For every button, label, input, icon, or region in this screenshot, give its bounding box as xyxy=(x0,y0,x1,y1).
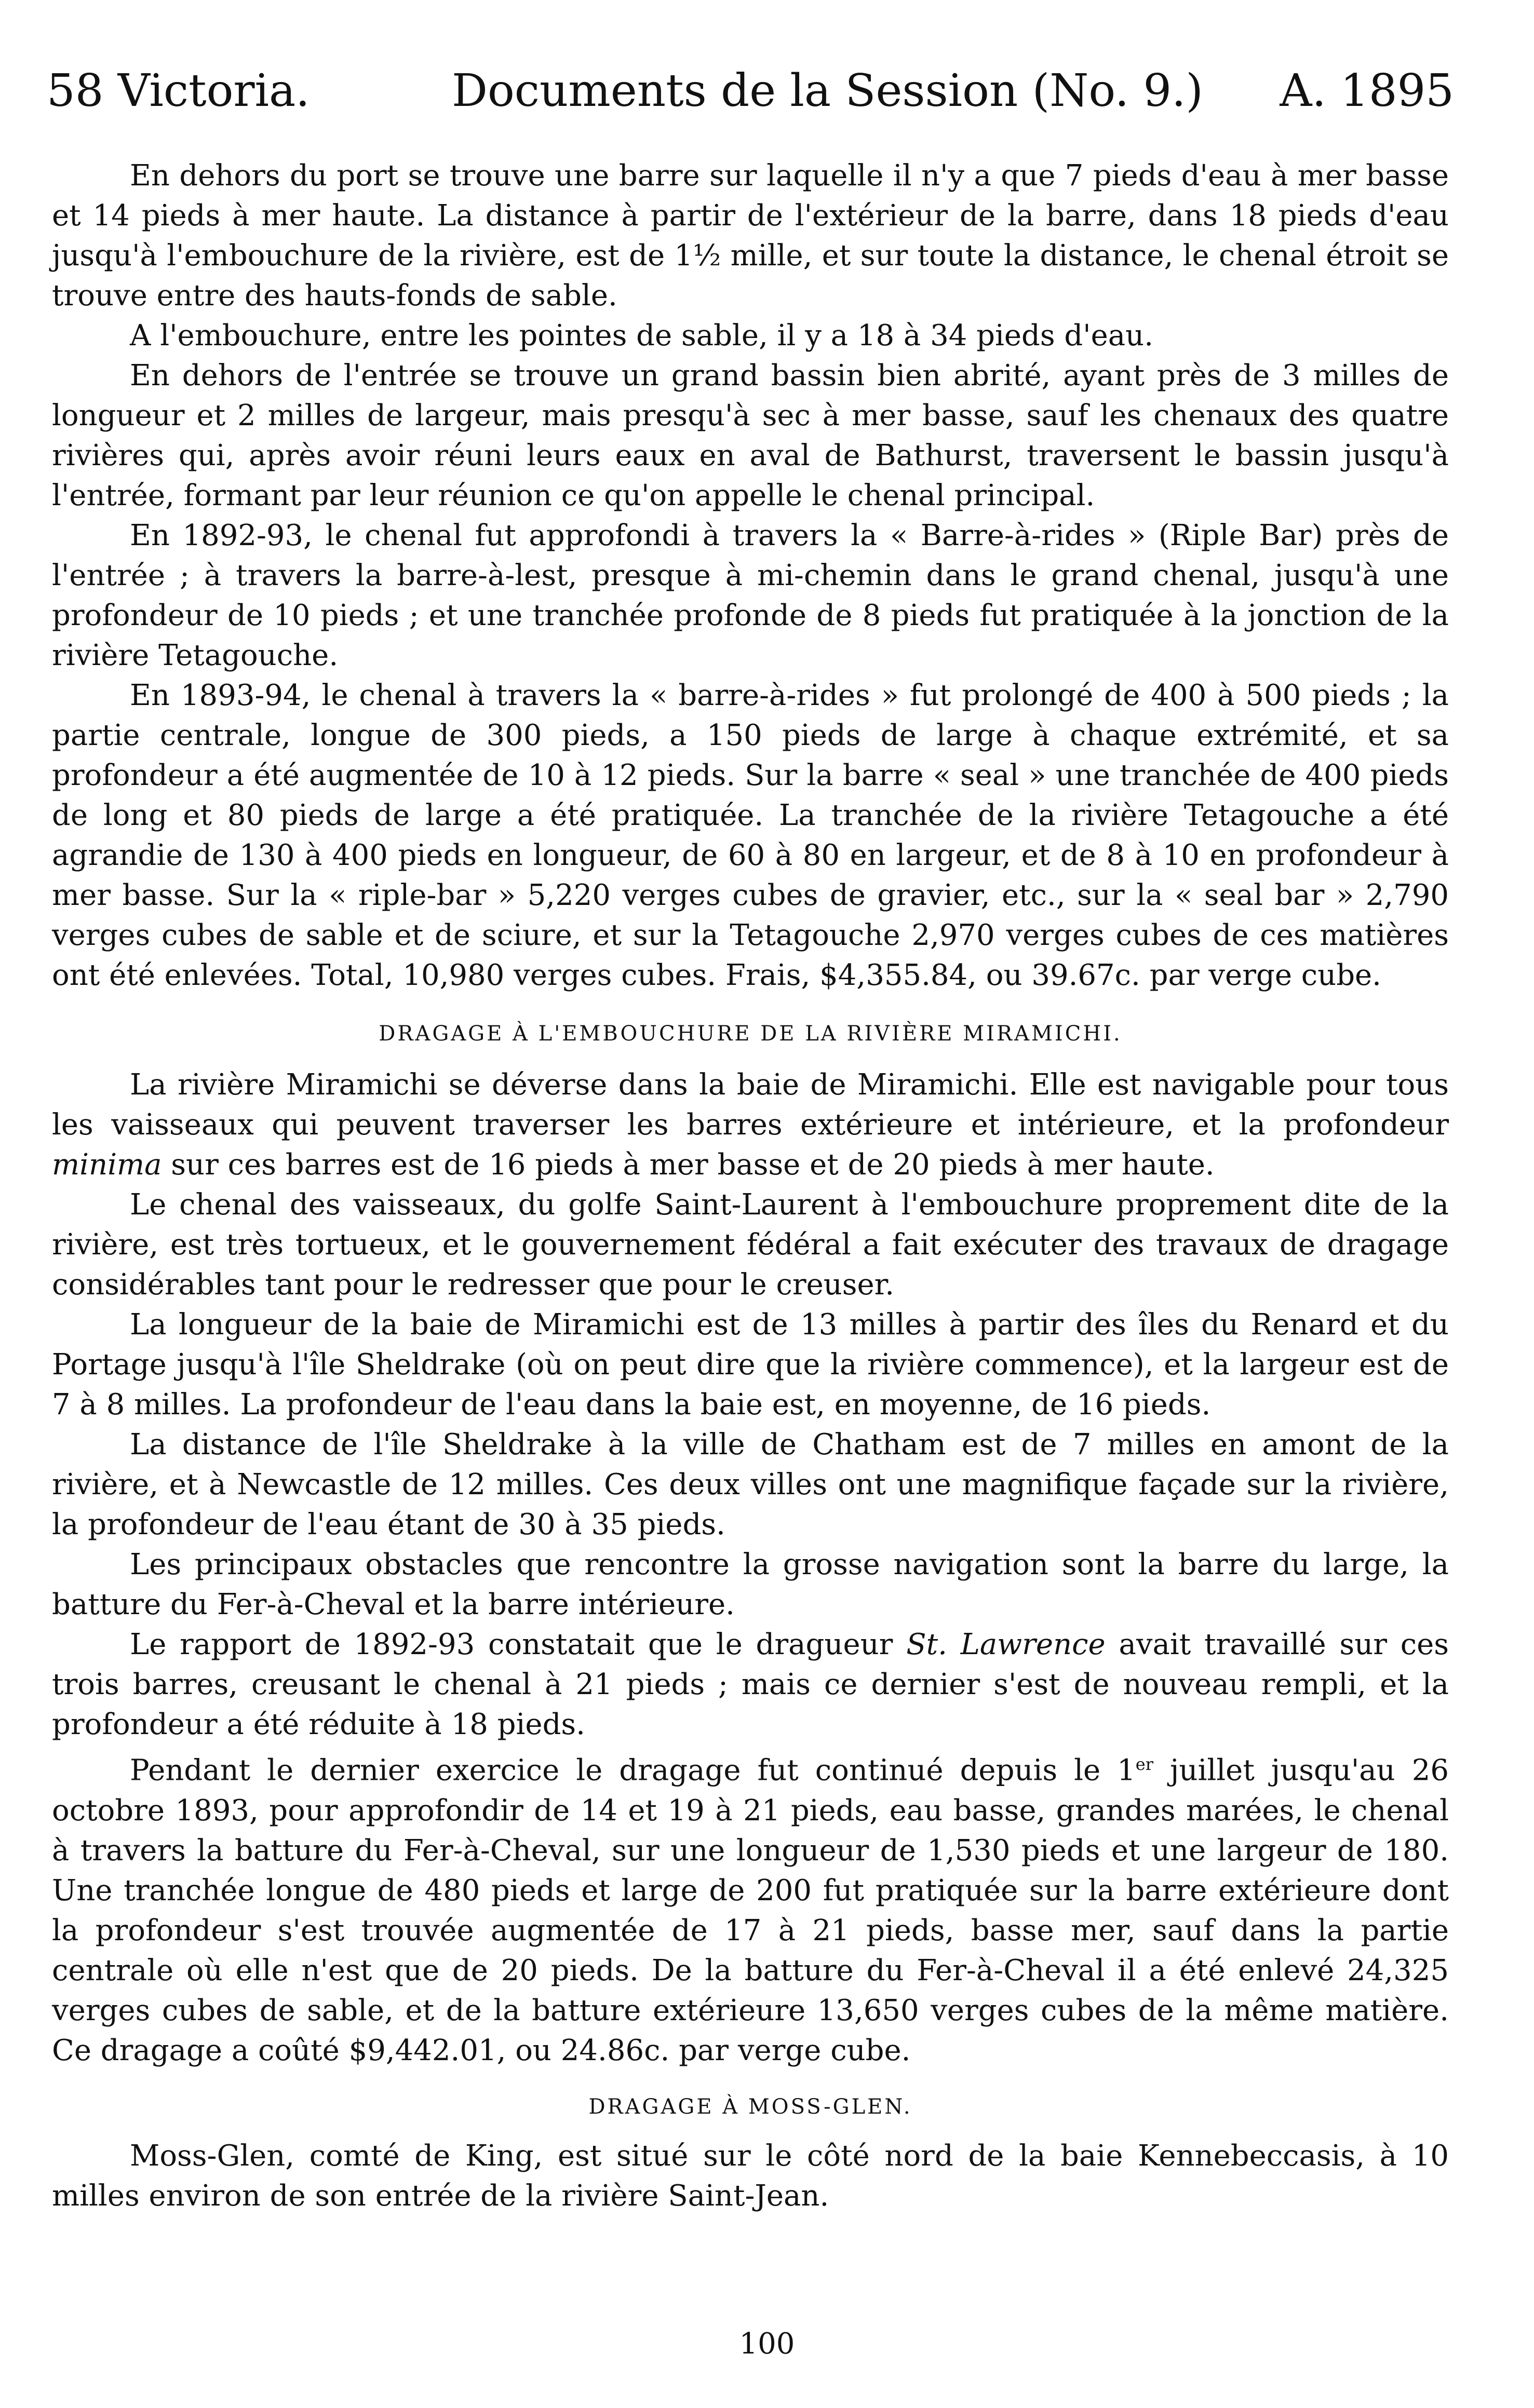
paragraph: En 1893-94, le chenal à travers la « barre-à-rides » fut prolongé de 400 à 500 pieds ; la partie centrale, longue de 300 pieds, a 150 pieds de large à chaque extrémité, et sa profondeur a été augmentée de 10 à 12 pieds. Sur la barre « seal » une tranchée de 400 pieds de long et 80 pieds de large a été pratiquée. La tranchée de la rivière Tetagouche a été agrandie de 130 à 400 pieds en longueur, de 60 à 80 en largeur, et de 8 à 10 en profondeur à mer basse. Sur la « riple-bar » 5,220 verges cubes de gravier, etc., sur la « seal bar » 2,790 verges cubes de sable et de sciure, et sur la Tetagouche 2,970 verges cubes de ces matières ont été enlevées. Total, 10,980 verges cubes. Frais, $4,355.84, ou 39.67c. par verge cube. xyxy=(52,679,1449,992)
paragraph: En 1892-93, le chenal fut approfondi à travers la « Barre-à-rides » (Riple Bar) près de l'entrée ; à travers la barre-à-lest, presque à mi-chemin dans le grand chenal, jusqu'à une profondeur de 10 pieds ; et une tranchée profonde de 8 pieds fut pratiquée à la jonction de la rivière Tetagouche. xyxy=(52,519,1449,672)
paragraph: A l'embouchure, entre les pointes de sable, il y a 18 à 34 pieds d'eau. xyxy=(130,319,1154,353)
header-volume: 58 Victoria. xyxy=(47,65,310,117)
page-number: 100 xyxy=(739,2327,795,2361)
superscript: er xyxy=(1135,1754,1154,1774)
section-title-miramichi: DRAGAGE À L'EMBOUCHURE DE LA RIVIÈRE MIRAMICHI. xyxy=(379,1022,1122,1046)
text-run: juillet jusqu'au 26 octobre 1893, pour approfondir de 14 et 19 à 21 pieds, eau basse, grandes marées, le chenal à travers la batture du Fer-à-Cheval, sur une longueur de 1,530 pieds et une largeur de 180. Une tranchée longue de 480 pieds et large de 200 fut pratiquée sur la barre extérieure dont la profondeur s'est trouvée augmentée de 17 à 21 pieds, basse mer, sauf dans la partie centrale où elle n'est que de 20 pieds. De la batture du Fer-à-Cheval il a été enlevé 24,325 verges cubes de sable, et de la batture extérieure 13,650 verges cubes de la même matière. Ce dragage a coûté $9,442.01, ou 24.86c. par verge cube. xyxy=(52,1753,1449,2067)
paragraph: La longueur de la baie de Miramichi est de 13 milles à partir des îles du Renard et du Portage jusqu'à l'île Sheldrake (où on peut dire que la rivière commence), et la largeur est de 7 à 8 milles. La profondeur de l'eau dans la baie est, en moyenne, de 16 pieds. xyxy=(52,1308,1449,1422)
italic-ship-name: St. Lawrence xyxy=(906,1628,1106,1661)
section-title-moss-glen: DRAGAGE À MOSS-GLEN. xyxy=(588,2094,912,2119)
paragraph: La distance de l'île Sheldrake à la ville de Chatham est de 7 milles en amont de la rivière, et à Newcastle de 12 milles. Ces deux villes ont une magnifique façade sur la rivière, la profondeur de l'eau étant de 30 à 35 pieds. xyxy=(52,1428,1449,1541)
paragraph: Les principaux obstacles que rencontre la grosse navigation sont la barre du large, la batture du Fer-à-Cheval et la barre intérieure. xyxy=(52,1548,1449,1621)
paragraph: En dehors du port se trouve une barre sur laquelle il n'y a que 7 pieds d'eau à mer basse et 14 pieds à mer haute. La distance à partir de l'extérieur de la barre, dans 18 pieds d'eau jusqu'à l'embouchure de la rivière, est de 1½ mille, et sur toute la distance, le chenal étroit se trouve entre des hauts-fonds de sable. xyxy=(52,159,1449,313)
text-run: avait travaillé sur ces trois barres, creusant le chenal à 21 pieds ; mais ce dernier s'est de nouveau rempli, et la profondeur a été réduite à 18 pieds. xyxy=(52,1628,1449,1741)
running-header xyxy=(47,62,1454,119)
text-run: La rivière Miramichi se déverse dans la baie de Miramichi. Elle est navigable pour tous les vaisseaux qui peuvent traverser les barres extérieure et intérieure, et la profondeur xyxy=(52,1068,1449,1142)
paragraph: Le chenal des vaisseaux, du golfe Saint-Laurent à l'embouchure proprement dite de la rivière, est très tortueux, et le gouvernement fédéral a fait exécuter des travaux de dragage considérables tant pour le redresser que pour le creuser. xyxy=(52,1188,1449,1302)
text-run: Le rapport de 1892-93 constatait que le dragueur xyxy=(130,1628,907,1661)
text-run: Pendant le dernier exercice le dragage fut continué depuis le 1 xyxy=(130,1753,1136,1788)
paragraph: Moss-Glen, comté de King, est situé sur le côté nord de la baie Kennebeccasis, à 10 milles environ de son entrée de la rivière Saint-Jean. xyxy=(52,2139,1449,2213)
text-run: sur ces barres est de 16 pieds à mer basse et de 20 pieds à mer haute. xyxy=(162,1148,1215,1182)
paragraph xyxy=(52,1065,1449,1185)
header-title: Documents de la Session (No. 9.) xyxy=(452,65,1203,117)
paragraph: En dehors de l'entrée se trouve un grand bassin bien abrité, ayant près de 3 milles de longueur et 2 milles de largeur, mais presqu'à sec à mer basse, sauf les chenaux des quatre rivières qui, après avoir réuni leurs eaux en aval de Bathurst, traversent le bassin jusqu'à l'entrée, formant par leur réunion ce qu'on appelle le chenal principal. xyxy=(52,359,1449,512)
paragraph xyxy=(52,1744,1449,2071)
italic-term: minima xyxy=(52,1148,162,1182)
paragraph xyxy=(52,1625,1449,1744)
body-text xyxy=(52,156,1449,2216)
header-year: A. 1895 xyxy=(1280,65,1454,117)
